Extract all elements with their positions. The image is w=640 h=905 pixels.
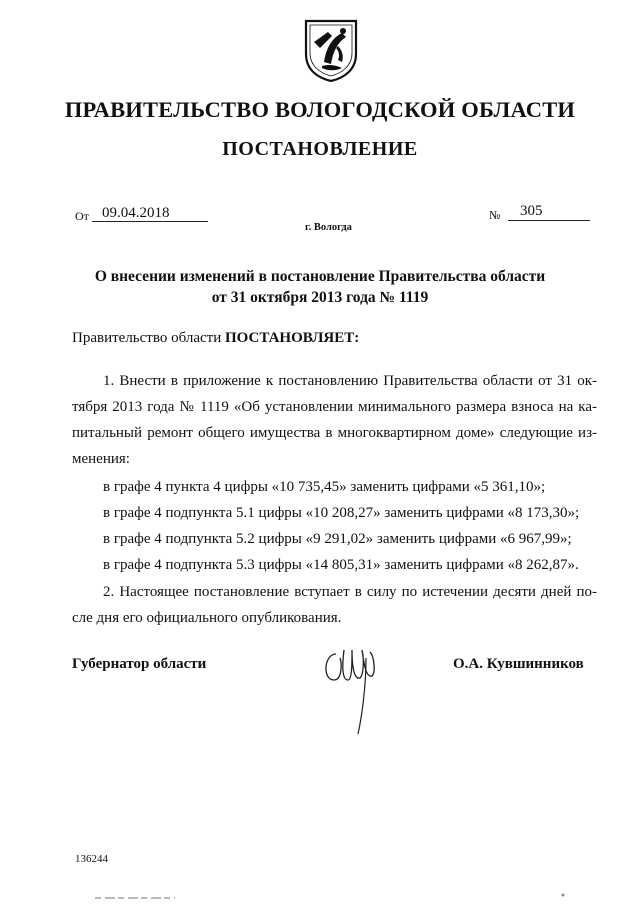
city-label: г. Вологда <box>305 222 352 233</box>
change-item-3: в графе 4 подпункта 5.2 цифры «9 291,02» заменить цифрами «6 967,99»; <box>103 531 572 547</box>
paragraph-1-line-3: питальный ремонт общего имущества в многоквартирном доме» следующие из- <box>72 425 597 441</box>
preamble-text: Правительство области <box>72 330 222 346</box>
paragraph-1-line-1: 1. Внести в приложение к постановлению Правительства области от 31 ок- <box>103 373 597 389</box>
paragraph-2-line-2: сле дня его официального опубликования. <box>72 610 342 626</box>
document-type: ПОСТАНОВЛЕНИЕ <box>222 138 418 160</box>
number-label: № <box>489 208 501 222</box>
preamble-bold: ПОСТАНОВЛЯЕТ: <box>224 330 360 346</box>
signer-position: Губернатор области <box>72 656 207 672</box>
document-number: 305 <box>508 203 590 221</box>
change-item-4: в графе 4 подпункта 5.3 цифры «14 805,31» заменить цифрами «8 262,87». <box>103 557 579 573</box>
paragraph-1-line-4: менения: <box>72 451 130 467</box>
title-line-1: О внесении изменений в постановление Правительства области <box>94 268 546 285</box>
paragraph-1-line-2: тября 2013 года № 1119 «Об установлении минимального размера взноса на ка- <box>72 399 597 415</box>
title-line-2: от 31 октября 2013 года № 1119 <box>211 289 429 306</box>
paragraph-2-line-1: 2. Настоящее постановление вступает в силу по истечении десяти дней по- <box>103 584 597 600</box>
signer-name: О.А. Кувшинников <box>453 656 584 672</box>
handwritten-signature <box>318 636 380 736</box>
change-item-2: в графе 4 подпункта 5.1 цифры «10 208,27» заменить цифрами «8 173,30»; <box>103 505 580 521</box>
document-date: 09.04.2018 <box>92 205 208 222</box>
scan-artifact <box>95 897 175 899</box>
coat-of-arms-emblem <box>302 18 360 82</box>
government-title: ПРАВИТЕЛЬСТВО ВОЛОГОДСКОЙ ОБЛАСТИ <box>64 97 576 122</box>
footer-code: 136244 <box>75 853 108 865</box>
date-label: От <box>75 209 89 223</box>
preamble <box>72 330 359 347</box>
scan-artifact-dot <box>560 892 566 898</box>
change-item-1: в графе 4 пункта 4 цифры «10 735,45» заменить цифрами «5 361,10»; <box>103 479 546 495</box>
